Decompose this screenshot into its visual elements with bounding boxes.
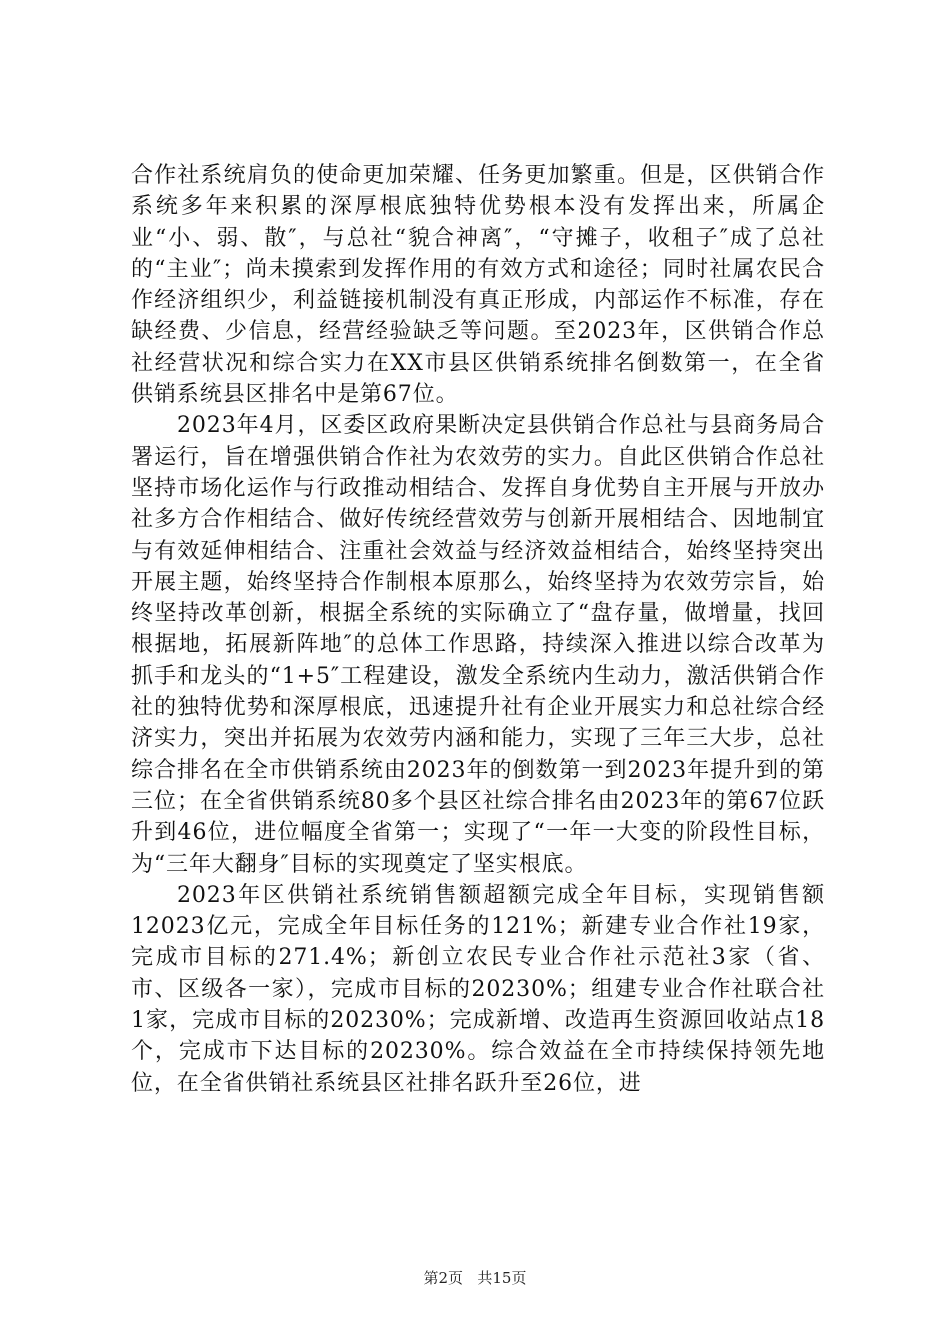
page-footer [0,1268,950,1288]
document-body [131,160,825,1099]
page-number: 第2页 [423,1269,464,1287]
page-total: 共15页 [477,1269,527,1287]
paragraph-2: 2023年4月，区委区政府果断决定县供销合作总社与县商务局合署运行，旨在增强供销合作社为农效劳的实力。自此区供销合作总社坚持市场化运作与行政推动相结合、发挥自身优势自主开展与开放办社多方合作相结合、做好传统经营效劳与创新开展相结合、因地制宜与有效延伸相结合、注重社会效益与经济效益相结合，始终坚持突出开展主题，始终坚持合作制根本原那么，始终坚持为农效劳宗旨，始终坚持改革创新，根据全系统的实际确立了“盘存量，做增量，找回根据地，拓展新阵地″的总体工作思路，持续深入推进以综合改革为抓手和龙头的“1+5″工程建设，激发全系统内生动力，激活供销合作社的独特优势和深厚根底，迅速提升社有企业开展实力和总社综合经济实力，突出并拓展为农效劳内涵和能力，实现了三年三大步，总社综合排名在全市供销系统由2023年的倒数第一到2023年提升到的第三位；在全省供销系统80多个县区社综合排名由2023年的第67位跃升到46位，进位幅度全省第一；实现了“一年一大变的阶段性目标，为“三年大翻身″目标的实现奠定了坚实根底。 [131,413,825,877]
paragraph-3: 2023年区供销社系统销售额超额完成全年目标，实现销售额12023亿元，完成全年目标任务的121%；新建专业合作社19家，完成市目标的271.4%；新创立农民专业合作社示范社3家（省、市、区级各一家），完成市目标的20230%；组建专业合作社联合社1家，完成市目标的20230%；完成新增、改造再生资源回收站点18个，完成市下达目标的20230%。综合效益在全市持续保持领先地位，在全省供销社系统县区社排名跃升至26位，进 [131,882,825,1096]
paragraph-1: 合作社系统肩负的使命更加荣耀、任务更加繁重。但是，区供销合作系统多年来积累的深厚根底独特优势根本没有发挥出来，所属企业“小、弱、散″，与总社“貌合神离″，“守摊子，收租子″成了总社的“主业″；尚未摸索到发挥作用的有效方式和途径；同时社属农民合作经济组织少，利益链接机制没有真正形成，内部运作不标准，存在缺经费、少信息，经营经验缺乏等问题。至2023年，区供销合作总社经营状况和综合实力在XX市县区供销系统排名倒数第一，在全省供销系统县区排名中是第67位。 [131,163,825,408]
